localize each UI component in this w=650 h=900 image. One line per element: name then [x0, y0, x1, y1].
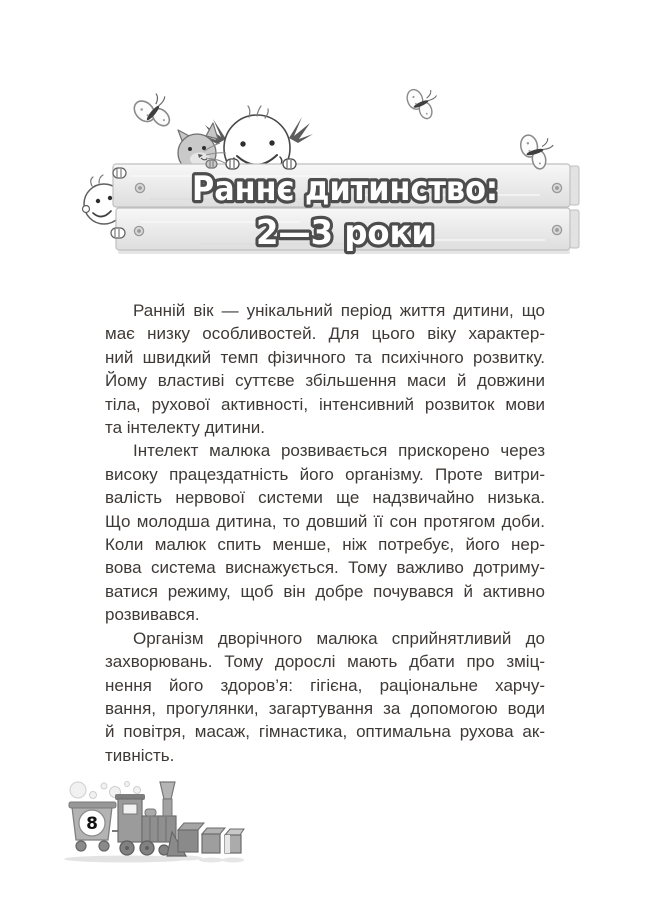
text-line: валість нервової системи ще надзвичайно низька. — [105, 488, 545, 508]
train-wagon — [69, 802, 122, 851]
text-line: й повітря, масаж, гімнастика, оптимальна рухова ак- — [105, 722, 545, 742]
butterfly-icon — [399, 84, 440, 123]
text-line: Організм дворічного малюка сприйнятливий до — [133, 628, 545, 648]
text-line: захворювань. Тому дорослі мають дбати про зміц- — [105, 652, 545, 672]
text-line: Інтелект малюка розвивається прискорено через — [133, 441, 545, 461]
chapter-title-line1: Раннє дитинство: — [192, 169, 498, 209]
text-line: нення його здоров’я: гігієна, раціональне харчу- — [105, 675, 545, 695]
text-line: ний швидкий темп фізичного та психічного розвитку. — [105, 347, 545, 367]
text-line: ватися режиму, щоб він добре почувався й активно — [105, 581, 545, 601]
text-line: Коли малюк спить менше, ніж потребує, його нер- — [105, 535, 545, 555]
text-line: вання, прогулянки, загартування за допомогою води — [105, 698, 545, 718]
body-text — [105, 299, 545, 767]
toy-blocks-icon — [178, 823, 244, 853]
chapter-title-line2: 2—3 роки — [256, 213, 434, 253]
text-line: Йому властиві суттєве збільшення маси й довжини — [105, 371, 545, 391]
text-line: має низку особливостей. Для цього віку характер- — [105, 324, 545, 344]
text-line: розвивався. — [105, 605, 200, 625]
toy-train-icon — [69, 782, 186, 856]
text-line: тіла, рухової активності, інтенсивний розвиток мови — [105, 394, 545, 414]
text-line: тивність. — [105, 745, 175, 765]
text-line: вова система виснажується. Тому важливо дотриму- — [105, 558, 545, 578]
butterfly-icon — [128, 91, 174, 134]
footer-train — [48, 776, 248, 868]
page-number: 8 — [86, 814, 98, 834]
text-line: Що молодша дитина, то довший її сон протягом доби. — [105, 511, 545, 531]
header-sign — [0, 0, 650, 280]
text-line: високу працездатність його організму. Проте витри- — [105, 464, 545, 484]
text-line: та інтелекту дитини. — [105, 418, 265, 438]
text-line: Ранній вік — унікальний період життя дитини, що — [133, 301, 545, 320]
train-locomotive — [115, 782, 186, 856]
